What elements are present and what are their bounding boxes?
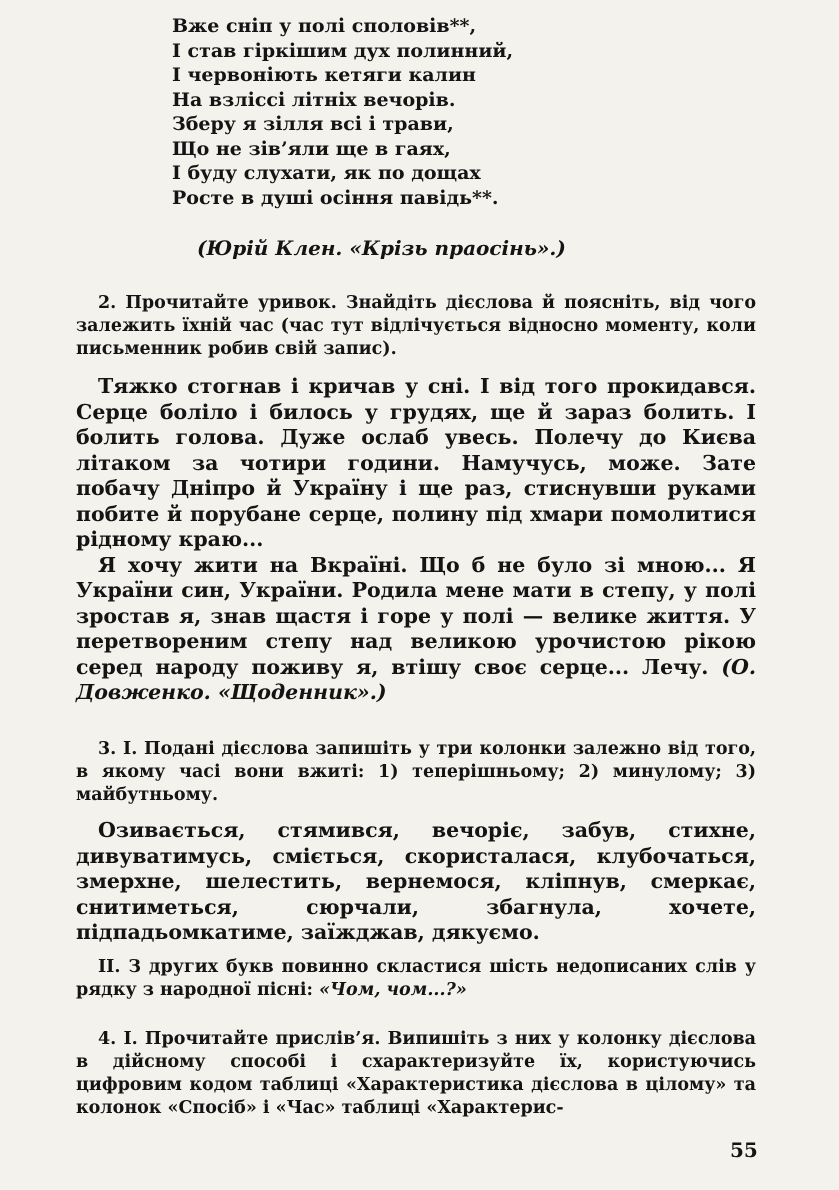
task-2-text: 2. Прочитайте уривок. Знайдіть дієслова й поясніть, від чого залежить їхній час (час тут відлічується відносно моменту, коли письменник робив свій запис). <box>76 293 756 359</box>
task-2-instruction <box>76 292 756 361</box>
poem-line: І червоніють кетяги калин <box>172 64 476 86</box>
task-3-instruction <box>76 738 756 807</box>
poem <box>172 14 632 210</box>
poem-attribution: (Юрій Клен. «Крізь праосінь».) <box>197 236 566 260</box>
quote-attribution: (О. Довженко. «Щоденник».) <box>76 654 757 704</box>
task-2-quote <box>76 374 756 706</box>
task-3-part-2-text: ІІ. З других букв повинно скластися шість недописаних слів у рядку з народної пісні: <box>76 957 756 1000</box>
task-4-text: 4. І. Прочитайте прислів’я. Випишіть з них у колонку дієслова в дійсному способі і схарактеризуйте їх, користуючись цифровим кодом таблиці «Характеристика дієслова в цілому» та колонок «Спосіб» і «Час» таблиці «Характерис- <box>76 1029 756 1118</box>
poem-line: Росте в душі осіння павідь**. <box>172 186 499 209</box>
verb-list: Озивається, стямився, вечоріє, забув, стихне, дивуватимусь, сміється, скористалася, клубочаться, змерхне, шелестить, вернемося, кліпнув, смеркає, снитиметься, сюрчали, збагнула, хочете, підпадьомкатиме, заїжджав, дякуємо. <box>76 818 756 944</box>
quote-paragraph-2-text: Я хочу жити на Вкраїні. Що б не було зі мною... Я України син, України. Родила мене мати в степу, у полі зростав я, знав щастя і горе у полі — велике життя. У перетвореним степу над великою урочистою рікою серед народу поживу я, втішу своє серце... Лечу. <box>76 552 756 679</box>
task-3-part-2-container <box>76 956 756 1002</box>
task-3-words <box>76 818 756 946</box>
poem-line: І став гіркішим дух полинний, <box>172 39 514 62</box>
task-3-part-2 <box>76 956 756 1002</box>
poem-line: Вже сніп у полі споловів**, <box>172 15 477 37</box>
poem-line: На взліссі літніх вечорів. <box>172 88 456 111</box>
poem-line: І буду слухати, як по дощах <box>172 162 481 184</box>
poem-line: Зберу я зілля всі і трави, <box>172 113 454 135</box>
page-number: 55 <box>730 1138 758 1162</box>
quote-paragraph-1: Тяжко стогнав і кричав у сні. І від того прокидався. Серце боліло і билось у грудях, ще й зараз болить. І болить голова. Дуже ослаб увесь. Полечу до Києва літаком за чотири години. Намучусь, може. Зате побачу Дніпро й Україну і ще раз, стиснувши руками побите й порубане серце, полину під хмари помолитися рідному краю... <box>76 374 756 551</box>
poem-line: Що не зів’яли ще в гаях, <box>172 137 451 160</box>
song-title: «Чом, чом...?» <box>319 980 467 1000</box>
quote-paragraph-2 <box>76 553 756 706</box>
task-4-instruction <box>76 1028 756 1120</box>
task-3-text: 3. І. Подані дієслова запишіть у три колонки залежно від того, в якому часі вони вжиті: 1) теперішньому; 2) минулому; 3) майбутньому. <box>76 739 756 805</box>
